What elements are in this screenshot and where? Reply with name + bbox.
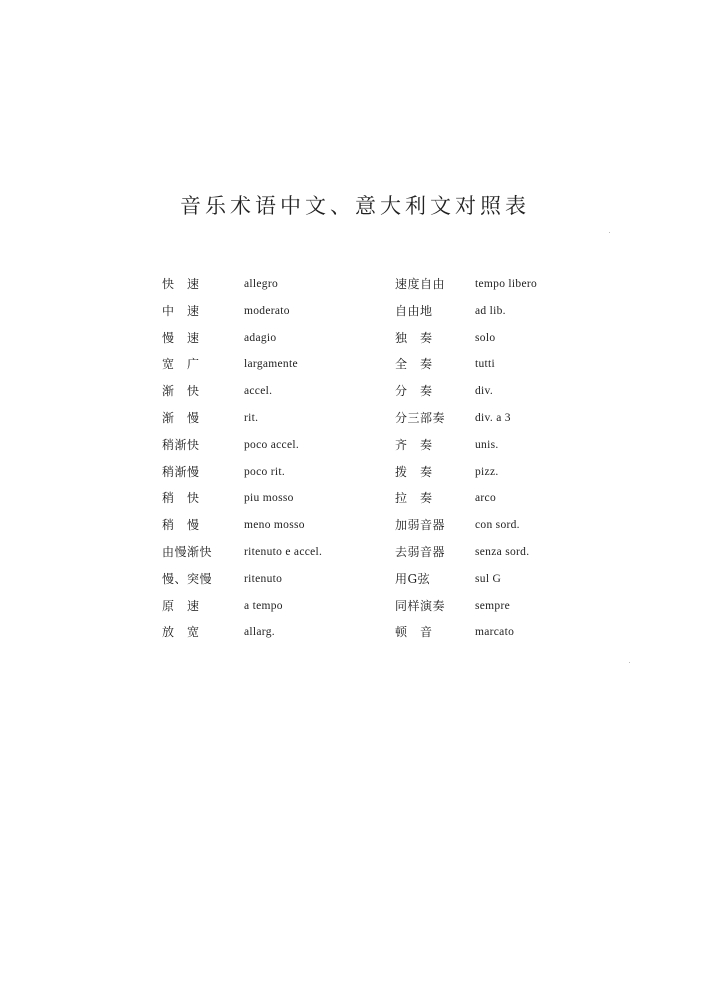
italian-term-left: poco rit. [244,465,286,478]
chinese-term-right: 拉 奏 [395,491,433,506]
table-row [162,542,582,569]
chinese-term-left: 稍 慢 [162,518,200,533]
chinese-term-left: 稍 快 [162,491,200,506]
italian-term-right: sul G [475,572,502,585]
italian-term-right: tutti [475,358,496,371]
italian-term-right: solo [475,331,496,344]
italian-term-left: moderato [244,304,290,317]
italian-term-left: allarg. [244,626,275,639]
chinese-term-right: 加弱音器 [395,518,446,533]
italian-term-left: ritenuto e accel. [244,545,323,558]
italian-term-left: meno mosso [244,519,305,532]
chinese-term-right: 拨 奏 [395,464,433,479]
page-title: 音乐术语中文、意大利文对照表 [180,194,530,218]
table-row [162,354,582,381]
chinese-term-right: 速度自由 [395,277,446,291]
italian-term-right: arco [475,492,496,505]
italian-term-left: piu mosso [244,492,294,505]
table-row [162,569,582,596]
table-row [162,596,582,623]
chinese-term-right: 去弱音器 [395,544,446,559]
italian-term-left: accel. [244,385,273,398]
table-row [162,488,582,515]
chinese-term-left: 由慢渐快 [162,544,213,559]
scan-speck [609,232,610,233]
chinese-term-right: 齐 奏 [395,437,433,452]
italian-term-left: adagio [244,331,277,344]
chinese-term-right: 分 奏 [395,384,433,399]
table-row [162,515,582,542]
italian-term-left: a tempo [244,599,283,612]
chinese-term-right: 同样演奏 [395,598,446,613]
italian-term-right: sempre [475,599,511,612]
italian-term-right: div. [475,385,494,398]
chinese-term-right: 用G弦 [395,571,431,586]
italian-term-left: rit. [244,411,259,424]
italian-term-left: allegro [244,278,279,290]
chinese-term-left: 慢、突慢 [162,571,213,586]
chinese-term-right: 全 奏 [395,357,433,372]
chinese-term-left: 慢 速 [162,330,200,345]
table-row [162,435,582,462]
chinese-term-left: 快 速 [162,277,200,291]
italian-term-right: pizz. [475,465,499,478]
table-row [162,328,582,355]
chinese-term-left: 稍渐慢 [162,464,200,479]
chinese-term-right: 顿 音 [395,625,433,640]
chinese-term-left: 渐 快 [162,384,200,399]
table-row [162,381,582,408]
italian-term-right: marcato [475,626,515,639]
table-row [162,408,582,435]
italian-term-right: unis. [475,438,499,451]
italian-term-right: div. a 3 [475,411,511,424]
chinese-term-left: 放 宽 [162,625,200,640]
chinese-term-left: 中 速 [162,303,200,318]
italian-term-right: tempo libero [475,278,538,290]
table-row [162,462,582,489]
italian-term-right: con sord. [475,519,520,532]
chinese-term-right: 独 奏 [395,330,433,345]
chinese-term-left: 渐 慢 [162,410,200,425]
italian-term-left: largamente [244,358,298,371]
chinese-term-right: 自由地 [395,303,433,318]
chinese-term-left: 原 速 [162,598,200,613]
table-row [162,301,582,328]
italian-term-right: ad lib. [475,304,506,317]
scan-speck [629,662,630,663]
table-row [162,274,582,301]
italian-term-left: poco accel. [244,438,300,451]
terms-table [162,274,582,649]
chinese-term-left: 稍渐快 [162,437,200,452]
chinese-term-left: 宽 广 [162,357,200,372]
chinese-term-right: 分三部奏 [395,410,446,425]
italian-term-right: senza sord. [475,545,530,558]
italian-term-left: ritenuto [244,572,283,585]
table-row [162,622,582,649]
